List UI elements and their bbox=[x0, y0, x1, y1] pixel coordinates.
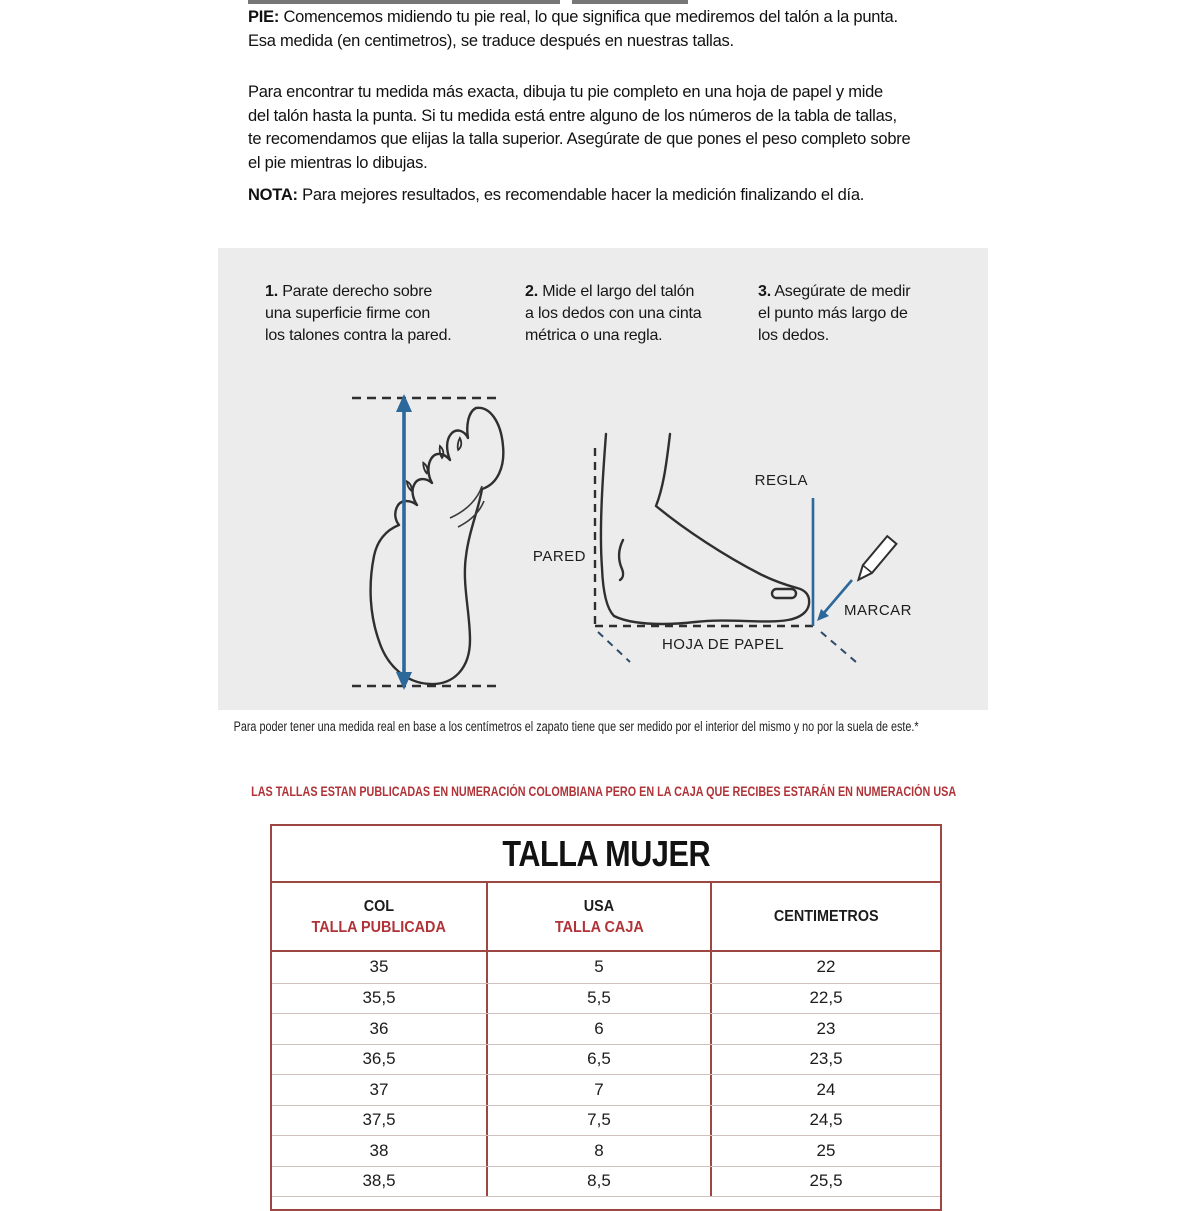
step-number: 2. bbox=[525, 283, 538, 300]
step-1: 1. Parate derecho sobre una superficie firme con los talones contra la pared. bbox=[265, 283, 452, 344]
column-header-centimetros: CENTIMETROS bbox=[773, 908, 879, 925]
step-3: 3. Asegúrate de medir el punto más largo de los dedos. bbox=[758, 283, 911, 344]
measurement-footnote bbox=[0, 719, 1152, 734]
table-cell: 8 bbox=[488, 1136, 712, 1166]
table-cell: 35,5 bbox=[272, 984, 488, 1014]
paragraph-line: NOTA: Para mejores resultados, es recomendable hacer la medición finalizando el día. bbox=[248, 186, 865, 204]
notice-text: LAS TALLAS ESTAN PUBLICADAS EN NUMERACIÓN COLOMBIANA PERO EN LA CAJA QUE RECIBES ESTARÁN EN NUMERACIÓN USA bbox=[251, 784, 957, 799]
foot-side-illustration bbox=[520, 428, 940, 700]
size-table-cut-row bbox=[272, 1196, 940, 1209]
size-table-title bbox=[272, 826, 940, 883]
foot-outline bbox=[371, 408, 504, 684]
table-cell: 5 bbox=[488, 952, 712, 983]
table-row bbox=[272, 952, 940, 983]
table-cell: 38,5 bbox=[272, 1167, 488, 1197]
table-row bbox=[272, 983, 940, 1014]
table-cell: 38 bbox=[272, 1136, 488, 1166]
table-row bbox=[272, 1166, 940, 1197]
table-cell: 6 bbox=[488, 1014, 712, 1044]
paragraph-line: el pie mientras lo dibujas. bbox=[248, 153, 428, 172]
table-cell: 6,5 bbox=[488, 1045, 712, 1075]
foot-side-outline bbox=[601, 434, 809, 624]
table-cell: 35 bbox=[272, 952, 488, 983]
mark-label: MARCAR bbox=[844, 602, 913, 619]
paragraph-line: PIE: Comencemos midiendo tu pie real, lo que significa que mediremos del talón a la punta. bbox=[248, 8, 898, 26]
measurement-instruction-panel bbox=[218, 248, 988, 710]
table-cell: 22,5 bbox=[809, 988, 843, 1008]
table-cell: 7,5 bbox=[488, 1106, 712, 1136]
paragraph-nota bbox=[248, 184, 958, 208]
table-row bbox=[272, 1074, 940, 1105]
paragraph-pie bbox=[248, 6, 958, 53]
column-header-col: COL TALLA PUBLICADA bbox=[272, 883, 488, 950]
table-cell: 24,5 bbox=[809, 1110, 843, 1130]
foot-sole-diagram bbox=[338, 386, 510, 698]
cropped-heading-fragment bbox=[572, 0, 688, 4]
size-table-header bbox=[272, 883, 940, 952]
footnote-text: Para poder tener una medida real en base a los centímetros el zapato tiene que ser medido por el interior del mismo y no por la suela de este.* bbox=[233, 719, 919, 734]
nota-label: NOTA: bbox=[248, 186, 298, 204]
size-table-title-text: TALLA MUJER bbox=[502, 832, 710, 874]
paragraph-line: Esa medida (en centimetros), se traduce después en nuestras tallas. bbox=[248, 31, 734, 50]
table-cell: 24 bbox=[816, 1079, 836, 1099]
cropped-heading-fragment bbox=[248, 0, 560, 4]
table-cell: 25 bbox=[816, 1140, 836, 1160]
step-number: 1. bbox=[265, 283, 278, 300]
paragraph-line: del talón hasta la punta. Si tu medida está entre alguno de los números de la tabla de tallas, bbox=[248, 106, 897, 125]
foot-side-diagram bbox=[520, 428, 940, 700]
table-cell: 25,5 bbox=[809, 1171, 843, 1191]
wall-label: PARED bbox=[532, 548, 586, 565]
paragraph-measure bbox=[248, 81, 958, 175]
paper-label: HOJA DE PAPEL bbox=[661, 636, 785, 653]
table-row bbox=[272, 1105, 940, 1136]
table-cell: 36 bbox=[272, 1014, 488, 1044]
table-cell: 23,5 bbox=[809, 1049, 843, 1069]
table-row bbox=[272, 1013, 940, 1044]
table-row bbox=[272, 1135, 940, 1166]
ruler-label: REGLA bbox=[754, 472, 808, 489]
table-cell: 36,5 bbox=[272, 1045, 488, 1075]
paper-corner-line bbox=[598, 632, 630, 662]
table-cell: 22 bbox=[816, 957, 836, 977]
table-cell: 7 bbox=[488, 1075, 712, 1105]
table-cell: 8,5 bbox=[488, 1167, 712, 1197]
paragraph-line: Para encontrar tu medida más exacta, dibuja tu pie completo en una hoja de papel y mide bbox=[248, 83, 883, 101]
table-cell: 37 bbox=[272, 1075, 488, 1105]
table-cell: 23 bbox=[816, 1018, 836, 1038]
pencil-icon bbox=[854, 536, 897, 584]
table-row bbox=[272, 1044, 940, 1075]
paper-corner-line bbox=[821, 632, 856, 662]
size-table-body bbox=[272, 952, 940, 1196]
table-cell: 37,5 bbox=[272, 1106, 488, 1136]
foot-sole-illustration bbox=[338, 386, 510, 698]
column-header-usa: USA TALLA CAJA bbox=[488, 883, 712, 950]
step-number: 3. bbox=[758, 283, 771, 300]
paragraph-line: te recomendamos que elijas la talla superior. Asegúrate de que pones el peso completo sobre bbox=[248, 130, 911, 148]
table-cell: 5,5 bbox=[488, 984, 712, 1014]
step-2: 2. Mide el largo del talón a los dedos con una cinta métrica o una regla. bbox=[525, 283, 702, 344]
sizing-notice bbox=[0, 784, 1200, 799]
pie-label: PIE: bbox=[248, 8, 280, 26]
size-table bbox=[270, 824, 942, 1211]
